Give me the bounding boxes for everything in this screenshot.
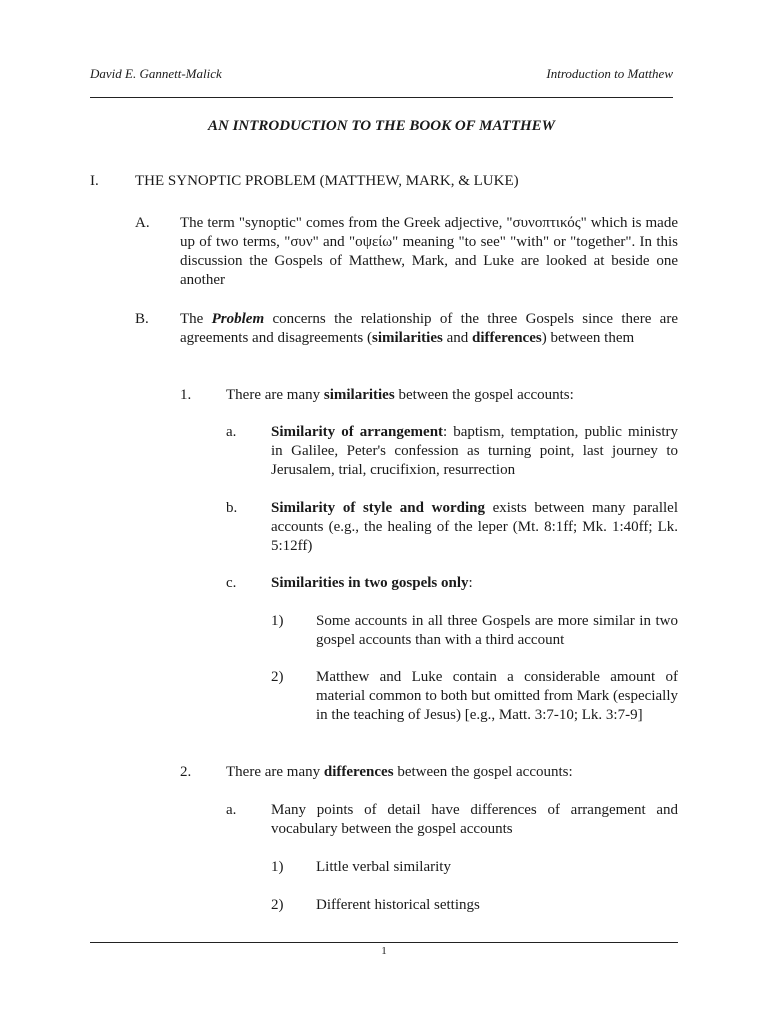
- document-title: AN INTRODUCTION TO THE BOOK OF MATTHEW: [208, 118, 555, 134]
- point-b-text-part: and: [442, 330, 473, 346]
- item-1-text-part: There are many: [226, 387, 324, 403]
- item-1-text: [226, 386, 678, 405]
- item-1b-text-part: exists between many parallel accounts (e.g., the healing of the leper (Mt. 8:1ff; Mk. 1:40ff; Lk. 5:12ff): [271, 500, 678, 554]
- item-2-text-part: There are many: [226, 764, 324, 780]
- item-1c-1-text: Some accounts in all three Gospels are more similar in two gospel accounts than with a third account: [316, 613, 678, 648]
- item-1b: [226, 499, 678, 559]
- item-1c-bold: Similarities in two gospels only: [271, 575, 469, 591]
- section-number: I.: [90, 173, 99, 189]
- point-b-text: [180, 310, 678, 348]
- item-1b-number: b.: [226, 500, 238, 516]
- item-2a-1-text: Little verbal similarity: [316, 859, 451, 875]
- item-1a: [226, 423, 678, 483]
- point-a: [135, 214, 678, 294]
- item-1c-2-number: 2): [271, 669, 284, 685]
- point-b: [135, 310, 678, 370]
- item-1c-2: [271, 668, 678, 748]
- item-2a-2-number: 2): [271, 897, 284, 913]
- section-heading: THE SYNOPTIC PROBLEM (MATTHEW, MARK, & LUKE): [135, 173, 519, 189]
- header-book-title: Introduction to Matthew: [546, 66, 673, 81]
- point-b-text-part: ) between them: [541, 330, 635, 346]
- item-2a-2-text: Different historical settings: [316, 897, 480, 913]
- running-header: [90, 64, 673, 84]
- item-2-number: 2.: [180, 764, 192, 780]
- item-1c-text-part: :: [468, 575, 473, 591]
- item-1c-text: [271, 574, 678, 593]
- item-2a-number: a.: [226, 802, 237, 818]
- item-1a-number: a.: [226, 424, 237, 440]
- item-1c-2-text: Matthew and Luke contain a considerable amount of material common to both but omitted from Mark (especially in the teaching of Jesus) [e.g., Matt. 3:7-10; Lk. 3:7-9]: [316, 669, 678, 723]
- item-1c-1: [271, 612, 678, 652]
- item-1-text-part: between the gospel accounts:: [394, 387, 574, 403]
- item-2a: [226, 801, 678, 841]
- point-b-number: B.: [135, 311, 149, 327]
- point-b-bold: similarities: [372, 330, 443, 346]
- point-b-text-part: The: [180, 311, 212, 327]
- item-1a-text-part: : baptism, temptation, public ministry in Galilee, Peter's confession as turning point, last journey to Jerusalem, trial, crucifixion, resurrection: [271, 424, 678, 478]
- item-2a-1-number: 1): [271, 859, 284, 875]
- header-divider: [90, 97, 673, 98]
- point-b-emphasis: Problem: [211, 311, 265, 327]
- item-2-bold: differences: [323, 764, 394, 780]
- item-1-bold: similarities: [323, 387, 395, 403]
- item-1b-text: [271, 499, 678, 556]
- point-a-text: The term "synoptic" comes from the Greek adjective, "συνοπτικός" which is made up of two terms, "συν" and "οψείω" meaning "to see" "with" or "together". In this discussion the Gospels of Matthew, Mark, and Luke are looked at beside one another: [180, 215, 678, 288]
- point-b-text-part: concerns the relationship of the three Gospels since there are agreements and disagreements (: [180, 311, 678, 346]
- item-1a-text: [271, 423, 678, 480]
- item-2-text-part: between the gospel accounts:: [393, 764, 573, 780]
- point-b-bold: differences: [472, 330, 542, 346]
- header-author: David E. Gannett-Malick: [90, 66, 222, 81]
- item-2-text: [226, 763, 678, 782]
- page-number: 1: [381, 945, 387, 957]
- item-2a-text: Many points of detail have differences of arrangement and vocabulary between the gospel accounts: [271, 802, 678, 837]
- item-1c-number: c.: [226, 575, 237, 591]
- item-1-number: 1.: [180, 387, 192, 403]
- item-1b-bold: Similarity of style and wording: [271, 500, 485, 516]
- footer-divider: [90, 942, 678, 943]
- item-1a-bold: Similarity of arrangement: [271, 424, 444, 440]
- point-a-number: A.: [135, 215, 150, 231]
- item-1c-1-number: 1): [271, 613, 284, 629]
